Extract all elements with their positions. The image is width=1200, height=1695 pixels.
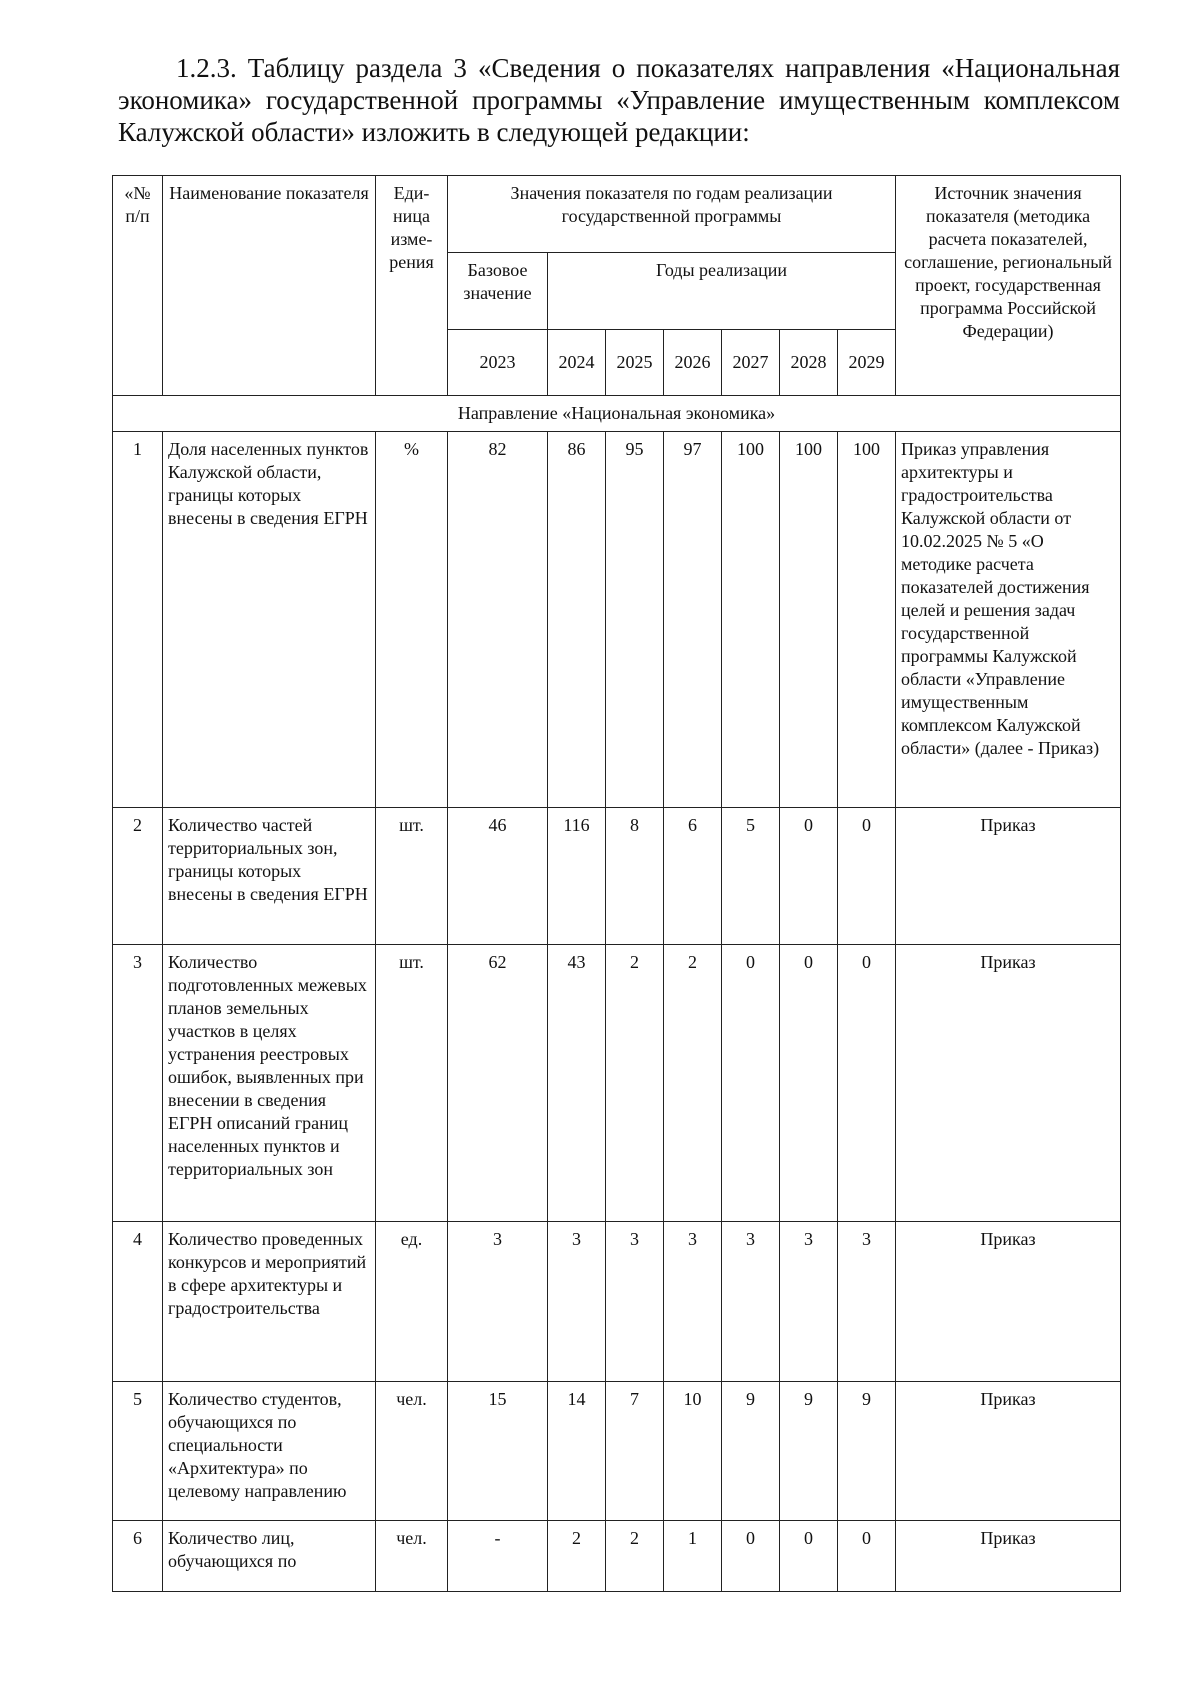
row-value: 5 bbox=[722, 808, 780, 945]
row-value: 100 bbox=[722, 432, 780, 808]
table-row bbox=[113, 1222, 1121, 1382]
row-value: 3 bbox=[838, 1222, 896, 1382]
row-value: 3 bbox=[548, 1222, 606, 1382]
row-value: 97 bbox=[664, 432, 722, 808]
row-value: 2 bbox=[606, 1521, 664, 1592]
row-num: 1 bbox=[113, 432, 163, 808]
header-years-label: Годы реализации bbox=[548, 252, 896, 329]
row-value: 14 bbox=[548, 1382, 606, 1521]
row-value: 9 bbox=[722, 1382, 780, 1521]
row-base: 82 bbox=[448, 432, 548, 808]
row-unit: ед. bbox=[376, 1222, 448, 1382]
header-year: 2027 bbox=[722, 329, 780, 395]
header-values: Значения показателя по годам реализации государственной программы bbox=[448, 176, 896, 253]
row-unit: чел. bbox=[376, 1521, 448, 1592]
row-value: 9 bbox=[838, 1382, 896, 1521]
row-num: 6 bbox=[113, 1521, 163, 1592]
row-value: 0 bbox=[780, 945, 838, 1222]
table-row bbox=[113, 1521, 1121, 1592]
table-row bbox=[113, 432, 1121, 808]
row-value: 0 bbox=[722, 945, 780, 1222]
row-value: 2 bbox=[664, 945, 722, 1222]
row-source: Приказ управления архитектуры и градостроительства Калужской области от 10.02.2025 № 5 «О методике расчета показателей достижения целей и решения задач государственной программы Калужской области «Управление имущественным комплексом Калужской области» (далее - Приказ) bbox=[896, 432, 1121, 808]
row-value: 0 bbox=[780, 808, 838, 945]
row-value: 0 bbox=[838, 945, 896, 1222]
header-source: Источник значения показателя (методика расчета показателей, соглашение, региональный проект, государственная программа Российской Федерации) bbox=[896, 176, 1121, 396]
row-name: Количество студентов, обучающихся по специальности «Архитектура» по целевому направлению bbox=[163, 1382, 376, 1521]
row-source: Приказ bbox=[896, 1222, 1121, 1382]
row-value: 116 bbox=[548, 808, 606, 945]
row-value: 2 bbox=[548, 1521, 606, 1592]
section-title: Направление «Национальная экономика» bbox=[113, 396, 1121, 432]
row-value: 100 bbox=[780, 432, 838, 808]
row-base: - bbox=[448, 1521, 548, 1592]
row-unit: % bbox=[376, 432, 448, 808]
row-num: 4 bbox=[113, 1222, 163, 1382]
intro-paragraph bbox=[118, 52, 1120, 148]
row-base: 46 bbox=[448, 808, 548, 945]
row-value: 0 bbox=[838, 1521, 896, 1592]
intro-text: 1.2.3. Таблицу раздела 3 «Сведения о показателях направления «Национальная экономика» государственной программы «Управление имущественным комплексом Калужской области» изложить в следующей редакции: bbox=[118, 53, 1120, 147]
row-value: 2 bbox=[606, 945, 664, 1222]
row-value: 1 bbox=[664, 1521, 722, 1592]
row-value: 3 bbox=[780, 1222, 838, 1382]
row-value: 6 bbox=[664, 808, 722, 945]
row-value: 95 bbox=[606, 432, 664, 808]
row-value: 3 bbox=[722, 1222, 780, 1382]
row-value: 3 bbox=[664, 1222, 722, 1382]
row-num: 3 bbox=[113, 945, 163, 1222]
row-value: 43 bbox=[548, 945, 606, 1222]
row-value: 100 bbox=[838, 432, 896, 808]
row-unit: чел. bbox=[376, 1382, 448, 1521]
section-row bbox=[113, 396, 1121, 432]
table-row bbox=[113, 945, 1121, 1222]
row-num: 5 bbox=[113, 1382, 163, 1521]
row-unit: шт. bbox=[376, 945, 448, 1222]
header-base-year: 2023 bbox=[448, 329, 548, 395]
row-name: Доля населенных пунктов Калужской области, границы которых внесены в сведения ЕГРН bbox=[163, 432, 376, 808]
header-year: 2029 bbox=[838, 329, 896, 395]
row-value: 0 bbox=[780, 1521, 838, 1592]
row-value: 10 bbox=[664, 1382, 722, 1521]
row-source: Приказ bbox=[896, 1521, 1121, 1592]
row-value: 7 bbox=[606, 1382, 664, 1521]
header-year: 2024 bbox=[548, 329, 606, 395]
header-row-1 bbox=[113, 176, 1121, 253]
row-source: Приказ bbox=[896, 808, 1121, 945]
row-num: 2 bbox=[113, 808, 163, 945]
header-base: Базовое значение bbox=[448, 252, 548, 329]
row-value: 0 bbox=[722, 1521, 780, 1592]
header-year: 2026 bbox=[664, 329, 722, 395]
row-name: Количество лиц, обучающихся по bbox=[163, 1521, 376, 1592]
row-source: Приказ bbox=[896, 1382, 1121, 1521]
header-year: 2025 bbox=[606, 329, 664, 395]
row-name: Количество подготовленных межевых планов земельных участков в целях устранения реестровых ошибок, выявленных при внесении в сведения ЕГРН описаний границ населенных пунктов и территориальных зон bbox=[163, 945, 376, 1222]
row-base: 62 bbox=[448, 945, 548, 1222]
row-base: 15 bbox=[448, 1382, 548, 1521]
row-value: 9 bbox=[780, 1382, 838, 1521]
header-name: Наименование показателя bbox=[163, 176, 376, 396]
row-value: 8 bbox=[606, 808, 664, 945]
indicators-table bbox=[112, 175, 1121, 1592]
row-name: Количество проведенных конкурсов и мероприятий в сфере архитектуры и градостроительства bbox=[163, 1222, 376, 1382]
header-unit: Еди-ница изме-рения bbox=[376, 176, 448, 396]
row-value: 3 bbox=[606, 1222, 664, 1382]
table-row bbox=[113, 1382, 1121, 1521]
row-value: 86 bbox=[548, 432, 606, 808]
row-value: 0 bbox=[838, 808, 896, 945]
table-row bbox=[113, 808, 1121, 945]
row-name: Количество частей территориальных зон, границы которых внесены в сведения ЕГРН bbox=[163, 808, 376, 945]
header-num: «№ п/п bbox=[113, 176, 163, 396]
row-unit: шт. bbox=[376, 808, 448, 945]
row-source: Приказ bbox=[896, 945, 1121, 1222]
row-base: 3 bbox=[448, 1222, 548, 1382]
header-year: 2028 bbox=[780, 329, 838, 395]
